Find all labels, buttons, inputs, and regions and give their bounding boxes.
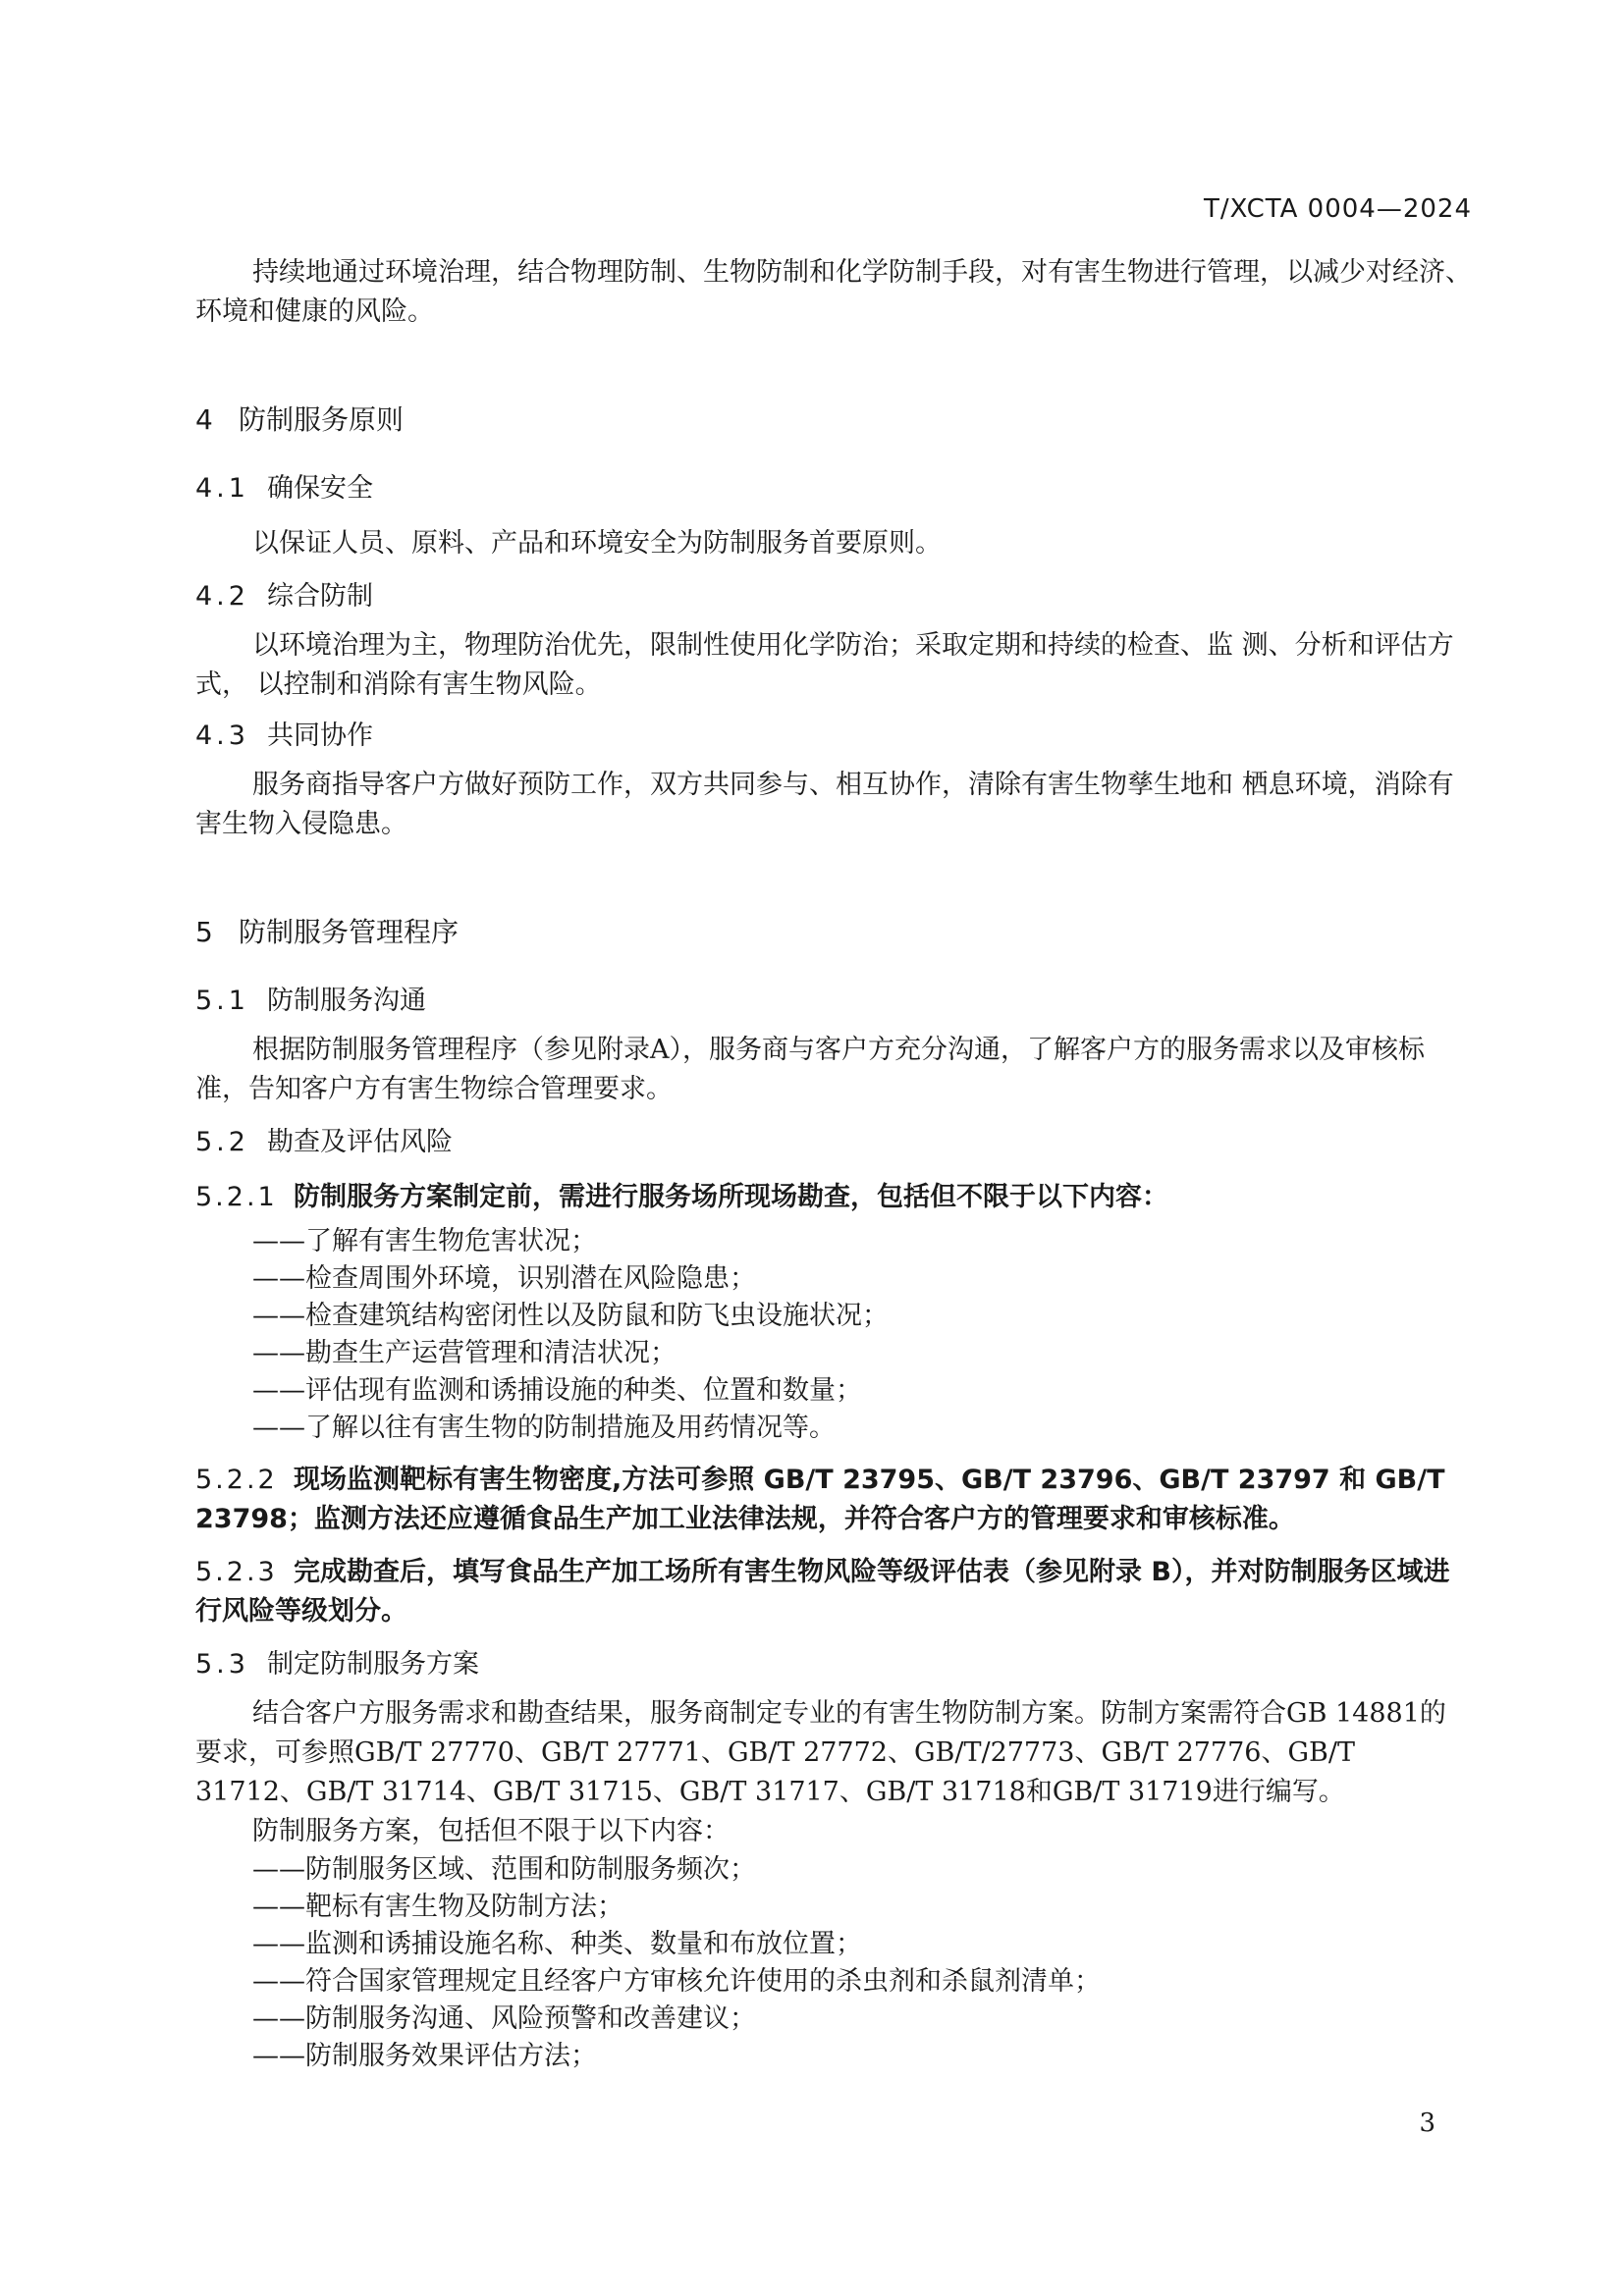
list-item: ——防制服务效果评估方法；: [252, 2041, 597, 2071]
section-4-1-heading: [195, 469, 1472, 508]
list-item: ——检查周围外环境，识别潜在风险隐患；: [252, 1263, 756, 1294]
section-number: 5.1: [195, 986, 249, 1016]
section-5-1-text: 根据防制服务管理程序（参见附录A），服务商与客户方充分沟通，了解客户方的服务需求以及审核标准，告知客户方有害生物综合管理要求。: [195, 1035, 1425, 1104]
list-item: ——评估现有监测和诱捕设施的种类、位置和数量；: [252, 1375, 862, 1406]
list-item: ——符合国家管理规定且经客户方审核允许使用的杀虫剂和杀鼠剂清单；: [252, 1966, 1101, 1997]
section-text: 现场监测靶标有害生物密度,方法可参照 GB/T 23795、GB/T 23796、GB/T 23797 和 GB/T 23798；监测方法还应遵循食品生产加工业法律法规，并符合客户方的管理要求和审核标准。: [195, 1465, 1445, 1534]
section-number: 4.3: [195, 721, 249, 751]
section-4-2-text: 以环境治理为主，物理防治优先，限制性使用化学防治；采取定期和持续的检查、监 测、分析和评估方式， 以控制和消除有害生物风险。: [195, 630, 1454, 700]
section-5-1-heading: [195, 982, 1472, 1021]
list-item: ——监测和诱捕设施名称、种类、数量和布放位置；: [252, 1929, 862, 1959]
section-5-2-1-heading: [195, 1178, 1472, 1217]
section-title: 勘查及评估风险: [267, 1127, 453, 1157]
section-title: 防制服务沟通: [267, 986, 426, 1016]
section-number: 5.2.1: [195, 1182, 278, 1212]
section-4-heading: [195, 400, 1472, 440]
intro-paragraph: 持续地通过环境治理，结合物理防制、生物防制和化学防制手段，对有害生物进行管理，以减少对经济、环境和健康的风险。: [195, 257, 1472, 327]
section-title: 确保安全: [267, 473, 373, 504]
section-number: 5.2.2: [195, 1465, 278, 1495]
section-title: 防制服务管理程序: [239, 916, 460, 948]
survey-items-list: [195, 1223, 1472, 1447]
section-title: 防制服务原则: [239, 403, 405, 436]
list-item: ——防制服务沟通、风险预警和改善建议；: [252, 2003, 756, 2034]
section-title: 综合防制: [267, 581, 373, 612]
section-5-3-list-intro: 防制服务方案，包括但不限于以下内容：: [252, 1816, 730, 1846]
section-4-2-heading: [195, 577, 1472, 616]
section-number: 4.1: [195, 473, 249, 504]
section-5-2-2-paragraph: [195, 1461, 1472, 1539]
section-number: 5: [195, 916, 213, 948]
list-item: ——防制服务区域、范围和防制服务频次；: [252, 1854, 756, 1885]
section-5-3-text: 结合客户方服务需求和勘查结果，服务商制定专业的有害生物防制方案。防制方案需符合GB 14881的要求，可参照GB/T 27770、GB/T 27771、GB/T 27772、GB/T/27773、GB/T 27776、GB/T 31712、GB/T 31714、GB/T 31715、GB/T 31717、GB/T 31718和GB/T 31719进行编写。: [195, 1698, 1446, 1807]
page-number: 3: [1419, 2109, 1435, 2138]
section-number: 4: [195, 403, 213, 436]
section-4-3-heading: [195, 717, 1472, 756]
section-number: 4.2: [195, 581, 249, 612]
section-4-1-text: 以保证人员、原料、产品和环境安全为防制服务首要原则。: [252, 528, 942, 559]
section-number: 5.2: [195, 1127, 249, 1157]
section-title: 制定防制服务方案: [267, 1649, 479, 1680]
section-title: 共同协作: [267, 721, 373, 751]
section-5-heading: [195, 913, 1472, 952]
section-5-2-3-paragraph: [195, 1553, 1472, 1631]
list-item: ——靶标有害生物及防制方法；: [252, 1892, 623, 1922]
section-5-2-heading: [195, 1123, 1472, 1162]
plan-items-list: [195, 1851, 1472, 2075]
list-item: ——检查建筑结构密闭性以及防鼠和防飞虫设施状况；: [252, 1301, 889, 1331]
list-item: ——了解有害生物危害状况；: [252, 1226, 597, 1256]
section-text: 完成勘查后，填写食品生产加工场所有害生物风险等级评估表（参见附录 B），并对防制服务区域进行风险等级划分。: [195, 1557, 1450, 1627]
section-number: 5.3: [195, 1649, 249, 1680]
section-4-3-text: 服务商指导客户方做好预防工作，双方共同参与、相互协作，清除有害生物孳生地和 栖息环境，消除有害生物入侵隐患。: [195, 770, 1454, 839]
section-text: 防制服务方案制定前，需进行服务场所现场勘查，包括但不限于以下内容：: [294, 1182, 1168, 1212]
list-item: ——勘查生产运营管理和清洁状况；: [252, 1338, 677, 1368]
section-number: 5.2.3: [195, 1557, 278, 1587]
list-item: ——了解以往有害生物的防制措施及用药情况等。: [252, 1413, 836, 1443]
document-code: T/XCTA 0004—2024: [1204, 194, 1472, 224]
section-5-3-heading: [195, 1645, 1472, 1684]
document-body: [195, 253, 1472, 2075]
